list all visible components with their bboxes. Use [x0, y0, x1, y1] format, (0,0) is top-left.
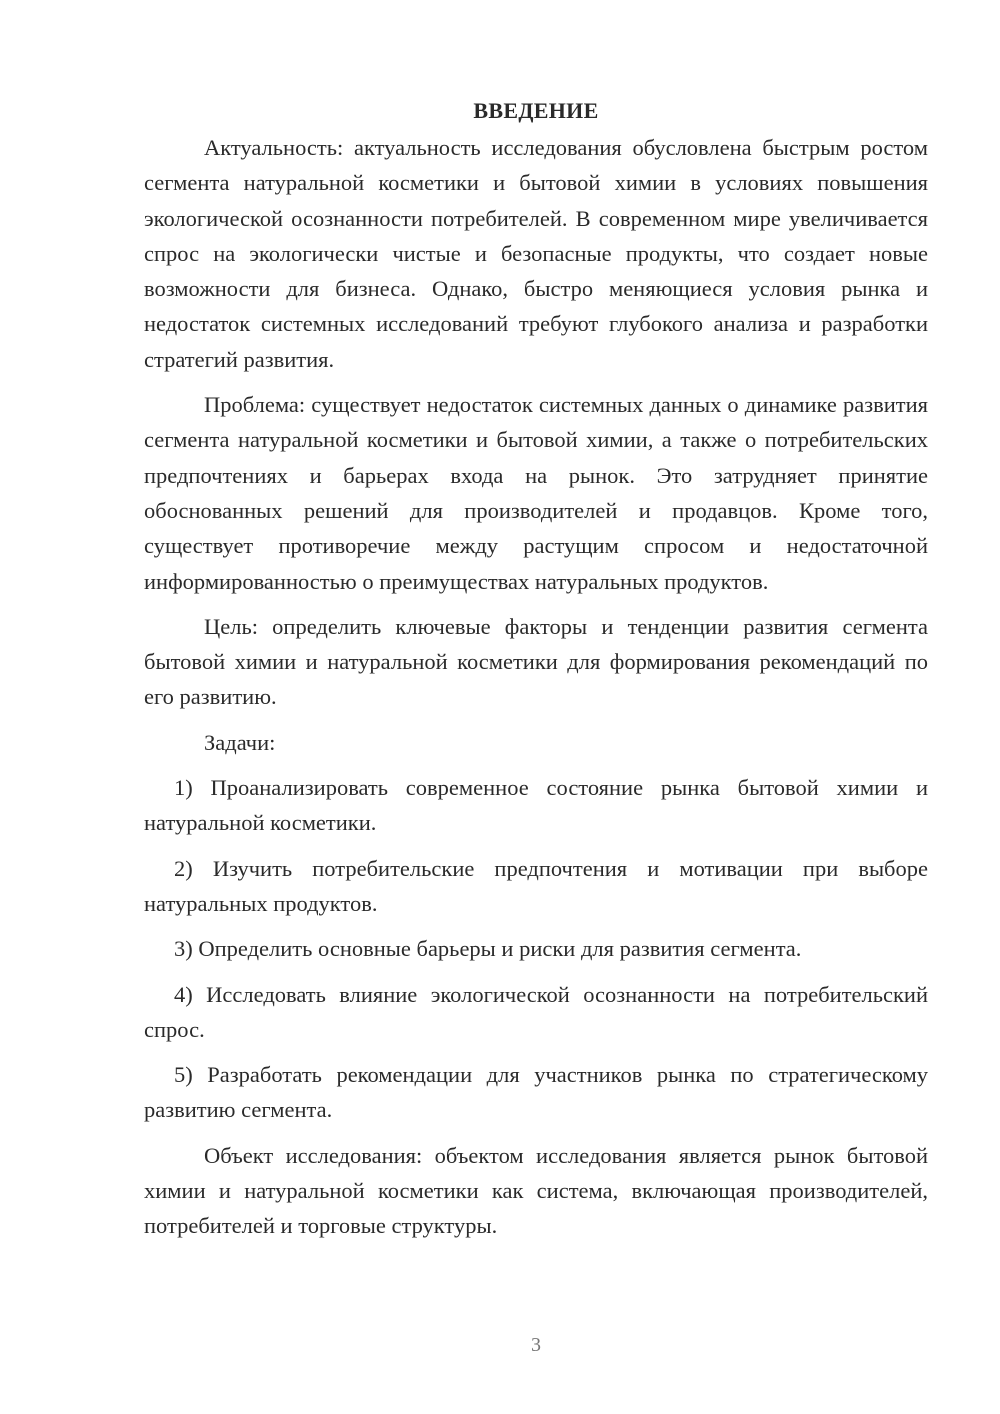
- page-content: [144, 96, 928, 1244]
- paragraph-object: Объект исследования: объектом исследования является рынок бытовой химии и натуральной косметики как система, включающая производителей, потребителей и торговые структуры.: [144, 1142, 928, 1239]
- task-item-1: 1) Проанализировать современное состояние рынка бытовой химии и натуральной косметики.: [144, 775, 928, 836]
- paragraph-problem: Проблема: существует недостаток системных данных о динамике развития сегмента натуральной косметики и бытовой химии, а также о потребительских предпочтениях и барьерах входа на рынок. Это затрудняет принятие обоснованных решений для производителей и продавцов. Кроме того, существует противоречие между растущим спросом и недостаточной информированностью о преимуществах натуральных продуктов.: [144, 392, 928, 594]
- page-number: 3: [531, 1334, 541, 1356]
- task-item-5: 5) Разработать рекомендации для участников рынка по стратегическому развитию сегмента.: [144, 1062, 928, 1123]
- task-item-3: 3) Определить основные барьеры и риски для развития сегмента.: [174, 936, 802, 962]
- paragraph-goal: Цель: определить ключевые факторы и тенденции развития сегмента бытовой химии и натуральной косметики для формирования рекомендаций по его развитию.: [144, 613, 928, 710]
- page-title: ВВЕДЕНИЕ: [473, 98, 599, 123]
- task-item-2: 2) Изучить потребительские предпочтения и мотивации при выборе натуральных продуктов.: [144, 855, 928, 916]
- paragraph-tasks-heading: Задачи:: [204, 729, 276, 755]
- task-item-4: 4) Исследовать влияние экологической осознанности на потребительский спрос.: [144, 981, 928, 1042]
- paragraph-relevance: Актуальность: актуальность исследования обусловлена быстрым ростом сегмента натуральной косметики и бытовой химии в условиях повышения экологической осознанности потребителей. В современном мире увеличивается спрос на экологически чистые и безопасные продукты, что создает новые возможности для бизнеса. Однако, быстро меняющиеся условия рынка и недостаток системных исследований требуют глубокого анализа и разработки стратегий развития.: [144, 135, 928, 372]
